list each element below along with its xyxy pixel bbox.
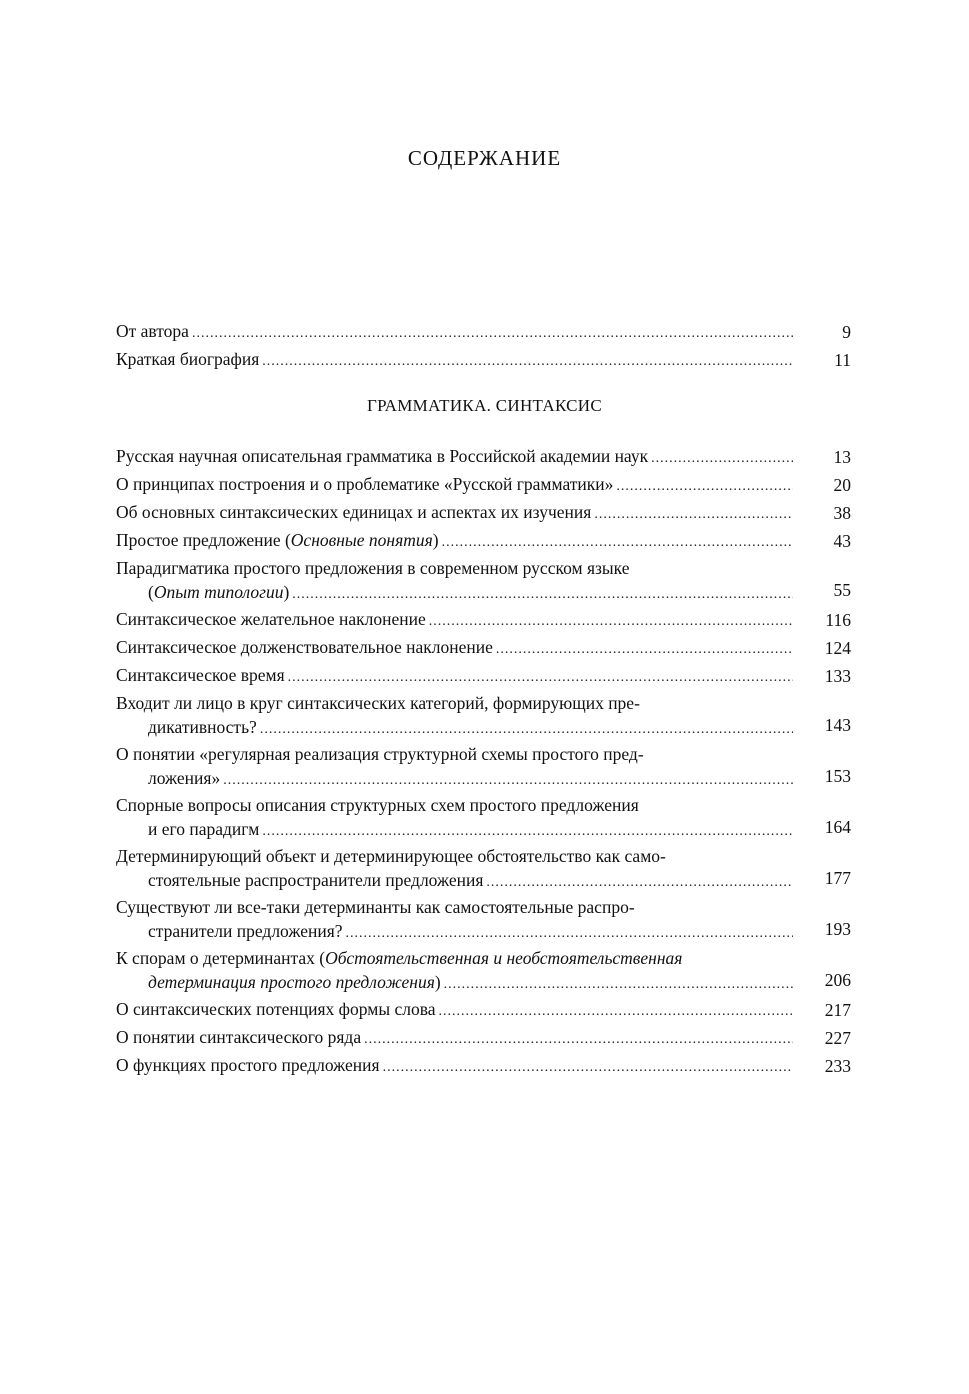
page-number: 38 bbox=[833, 503, 851, 523]
entry-title: Русская научная описательная грамматика в Российской академии наук bbox=[116, 446, 649, 466]
entry-title-line1: Существуют ли все-таки детерминанты как самостоятельные распро- bbox=[116, 897, 635, 917]
leader-dots bbox=[439, 998, 793, 1025]
toc-entry[interactable] bbox=[116, 843, 851, 894]
paren-open: ( bbox=[148, 582, 154, 602]
page-number: 11 bbox=[834, 350, 851, 370]
entry-title-italic: Обстоятельственная и необстоятельственная bbox=[325, 948, 683, 968]
entry-title-text: Простое предложение ( bbox=[116, 530, 291, 550]
entry-title: О понятии синтаксического ряда bbox=[116, 1027, 362, 1047]
toc-entry[interactable] bbox=[116, 662, 851, 690]
leader-dots bbox=[442, 529, 793, 556]
entry-title-line2 bbox=[148, 579, 289, 606]
entry-title-line2: ложения» bbox=[148, 768, 221, 788]
toc-entry[interactable] bbox=[116, 527, 851, 555]
leader-dots bbox=[262, 818, 793, 845]
section-heading: ГРАММАТИКА. СИНТАКСИС bbox=[366, 396, 603, 415]
entry-title: О принципах построения и о проблематике «Русской грамматики» bbox=[116, 474, 614, 494]
entry-title-line2 bbox=[148, 969, 441, 996]
leader-dots bbox=[496, 636, 793, 663]
entry-title-italic: детерминация простого предложения bbox=[148, 972, 435, 992]
leader-dots bbox=[364, 1026, 793, 1053]
entry-title-italic: Опыт типологии bbox=[153, 582, 284, 602]
entry-title: Об основных синтаксических единицах и аспектах их изучения bbox=[116, 502, 592, 522]
leader-dots bbox=[262, 348, 793, 375]
toc-entry[interactable] bbox=[116, 555, 851, 606]
leader-dots bbox=[383, 1054, 793, 1081]
page-number: 217 bbox=[824, 1000, 851, 1020]
entry-title-italic: Основные понятия bbox=[290, 530, 433, 550]
page-number: 143 bbox=[824, 715, 851, 735]
entry-title-line2: стоятельные распространители предложения bbox=[148, 870, 484, 890]
leader-dots bbox=[292, 581, 793, 608]
entry-title-line1: О понятии «регулярная реализация структурной схемы простого пред- bbox=[116, 744, 644, 764]
toc-entry[interactable] bbox=[116, 318, 851, 346]
leader-dots bbox=[223, 767, 793, 794]
toc-entry[interactable] bbox=[116, 634, 851, 662]
entry-title-text: К спорам о детерминантах ( bbox=[116, 948, 326, 968]
entry-title: Краткая биография bbox=[116, 349, 260, 369]
paren-close: ) bbox=[434, 972, 441, 992]
entry-title-line1: Парадигматика простого предложения в современном русском языке bbox=[116, 558, 630, 578]
page-number: 9 bbox=[842, 322, 851, 342]
page-number: 164 bbox=[824, 817, 851, 837]
page-number: 43 bbox=[833, 531, 851, 551]
entry-title-line2: и его парадигм bbox=[148, 819, 260, 839]
toc-entry[interactable] bbox=[116, 792, 851, 843]
page-title: СОДЕРЖАНИЕ bbox=[407, 146, 562, 170]
entry-title: От автора bbox=[116, 321, 189, 341]
page-number: 227 bbox=[824, 1028, 851, 1048]
toc-entry[interactable] bbox=[116, 499, 851, 527]
leader-dots bbox=[346, 920, 793, 947]
page-number: 20 bbox=[833, 475, 851, 495]
toc-entry[interactable] bbox=[116, 606, 851, 634]
leader-dots bbox=[486, 869, 793, 896]
entry-title: Синтаксическое желательное наклонение bbox=[116, 609, 426, 629]
toc-entry[interactable] bbox=[116, 945, 851, 996]
leader-dots bbox=[616, 473, 793, 500]
toc-entry[interactable] bbox=[116, 690, 851, 741]
entry-title bbox=[116, 527, 439, 554]
toc-entry[interactable] bbox=[116, 346, 851, 374]
toc-entry[interactable] bbox=[116, 894, 851, 945]
leader-dots bbox=[288, 664, 793, 691]
paren-close: ) bbox=[283, 582, 290, 602]
toc-entry[interactable] bbox=[116, 741, 851, 792]
entry-title: О функциях простого предложения bbox=[116, 1055, 380, 1075]
page-number: 116 bbox=[825, 610, 851, 630]
toc-entry[interactable] bbox=[116, 996, 851, 1024]
page-number: 193 bbox=[824, 919, 851, 939]
front-matter-list bbox=[116, 318, 851, 374]
toc-entry[interactable] bbox=[116, 1052, 851, 1080]
leader-dots bbox=[429, 608, 793, 635]
leader-dots bbox=[260, 716, 793, 743]
page-number: 124 bbox=[824, 638, 851, 658]
page-number: 233 bbox=[824, 1056, 851, 1076]
leader-dots bbox=[651, 445, 793, 472]
leader-dots bbox=[192, 320, 793, 347]
entry-title-close: ) bbox=[432, 530, 439, 550]
page-number: 177 bbox=[824, 868, 851, 888]
page-number: 13 bbox=[833, 447, 851, 467]
entry-title-line1: Входит ли лицо в круг синтаксических категорий, формирующих пре- bbox=[116, 693, 640, 713]
entry-title-line1 bbox=[116, 945, 851, 972]
page-number: 206 bbox=[824, 970, 851, 990]
section-entries-list bbox=[116, 443, 851, 1080]
entry-title: О синтаксических потенциях формы слова bbox=[116, 999, 436, 1019]
toc-entry[interactable] bbox=[116, 443, 851, 471]
entry-title-line1: Спорные вопросы описания структурных схем простого предложения bbox=[116, 795, 639, 815]
entry-title-line2: дикативность? bbox=[148, 717, 257, 737]
leader-dots bbox=[594, 501, 793, 528]
entry-title: Синтаксическое время bbox=[116, 665, 285, 685]
toc-entry[interactable] bbox=[116, 471, 851, 499]
leader-dots bbox=[444, 971, 793, 998]
entry-title-line2: странители предложения? bbox=[148, 921, 343, 941]
page-number: 55 bbox=[833, 580, 851, 600]
entry-title: Синтаксическое долженствовательное наклонение bbox=[116, 637, 493, 657]
toc-entry[interactable] bbox=[116, 1024, 851, 1052]
entry-title-line1: Детерминирующий объект и детерминирующее обстоятельство как само- bbox=[116, 846, 666, 866]
page-number: 153 bbox=[824, 766, 851, 786]
page-number: 133 bbox=[824, 666, 851, 686]
